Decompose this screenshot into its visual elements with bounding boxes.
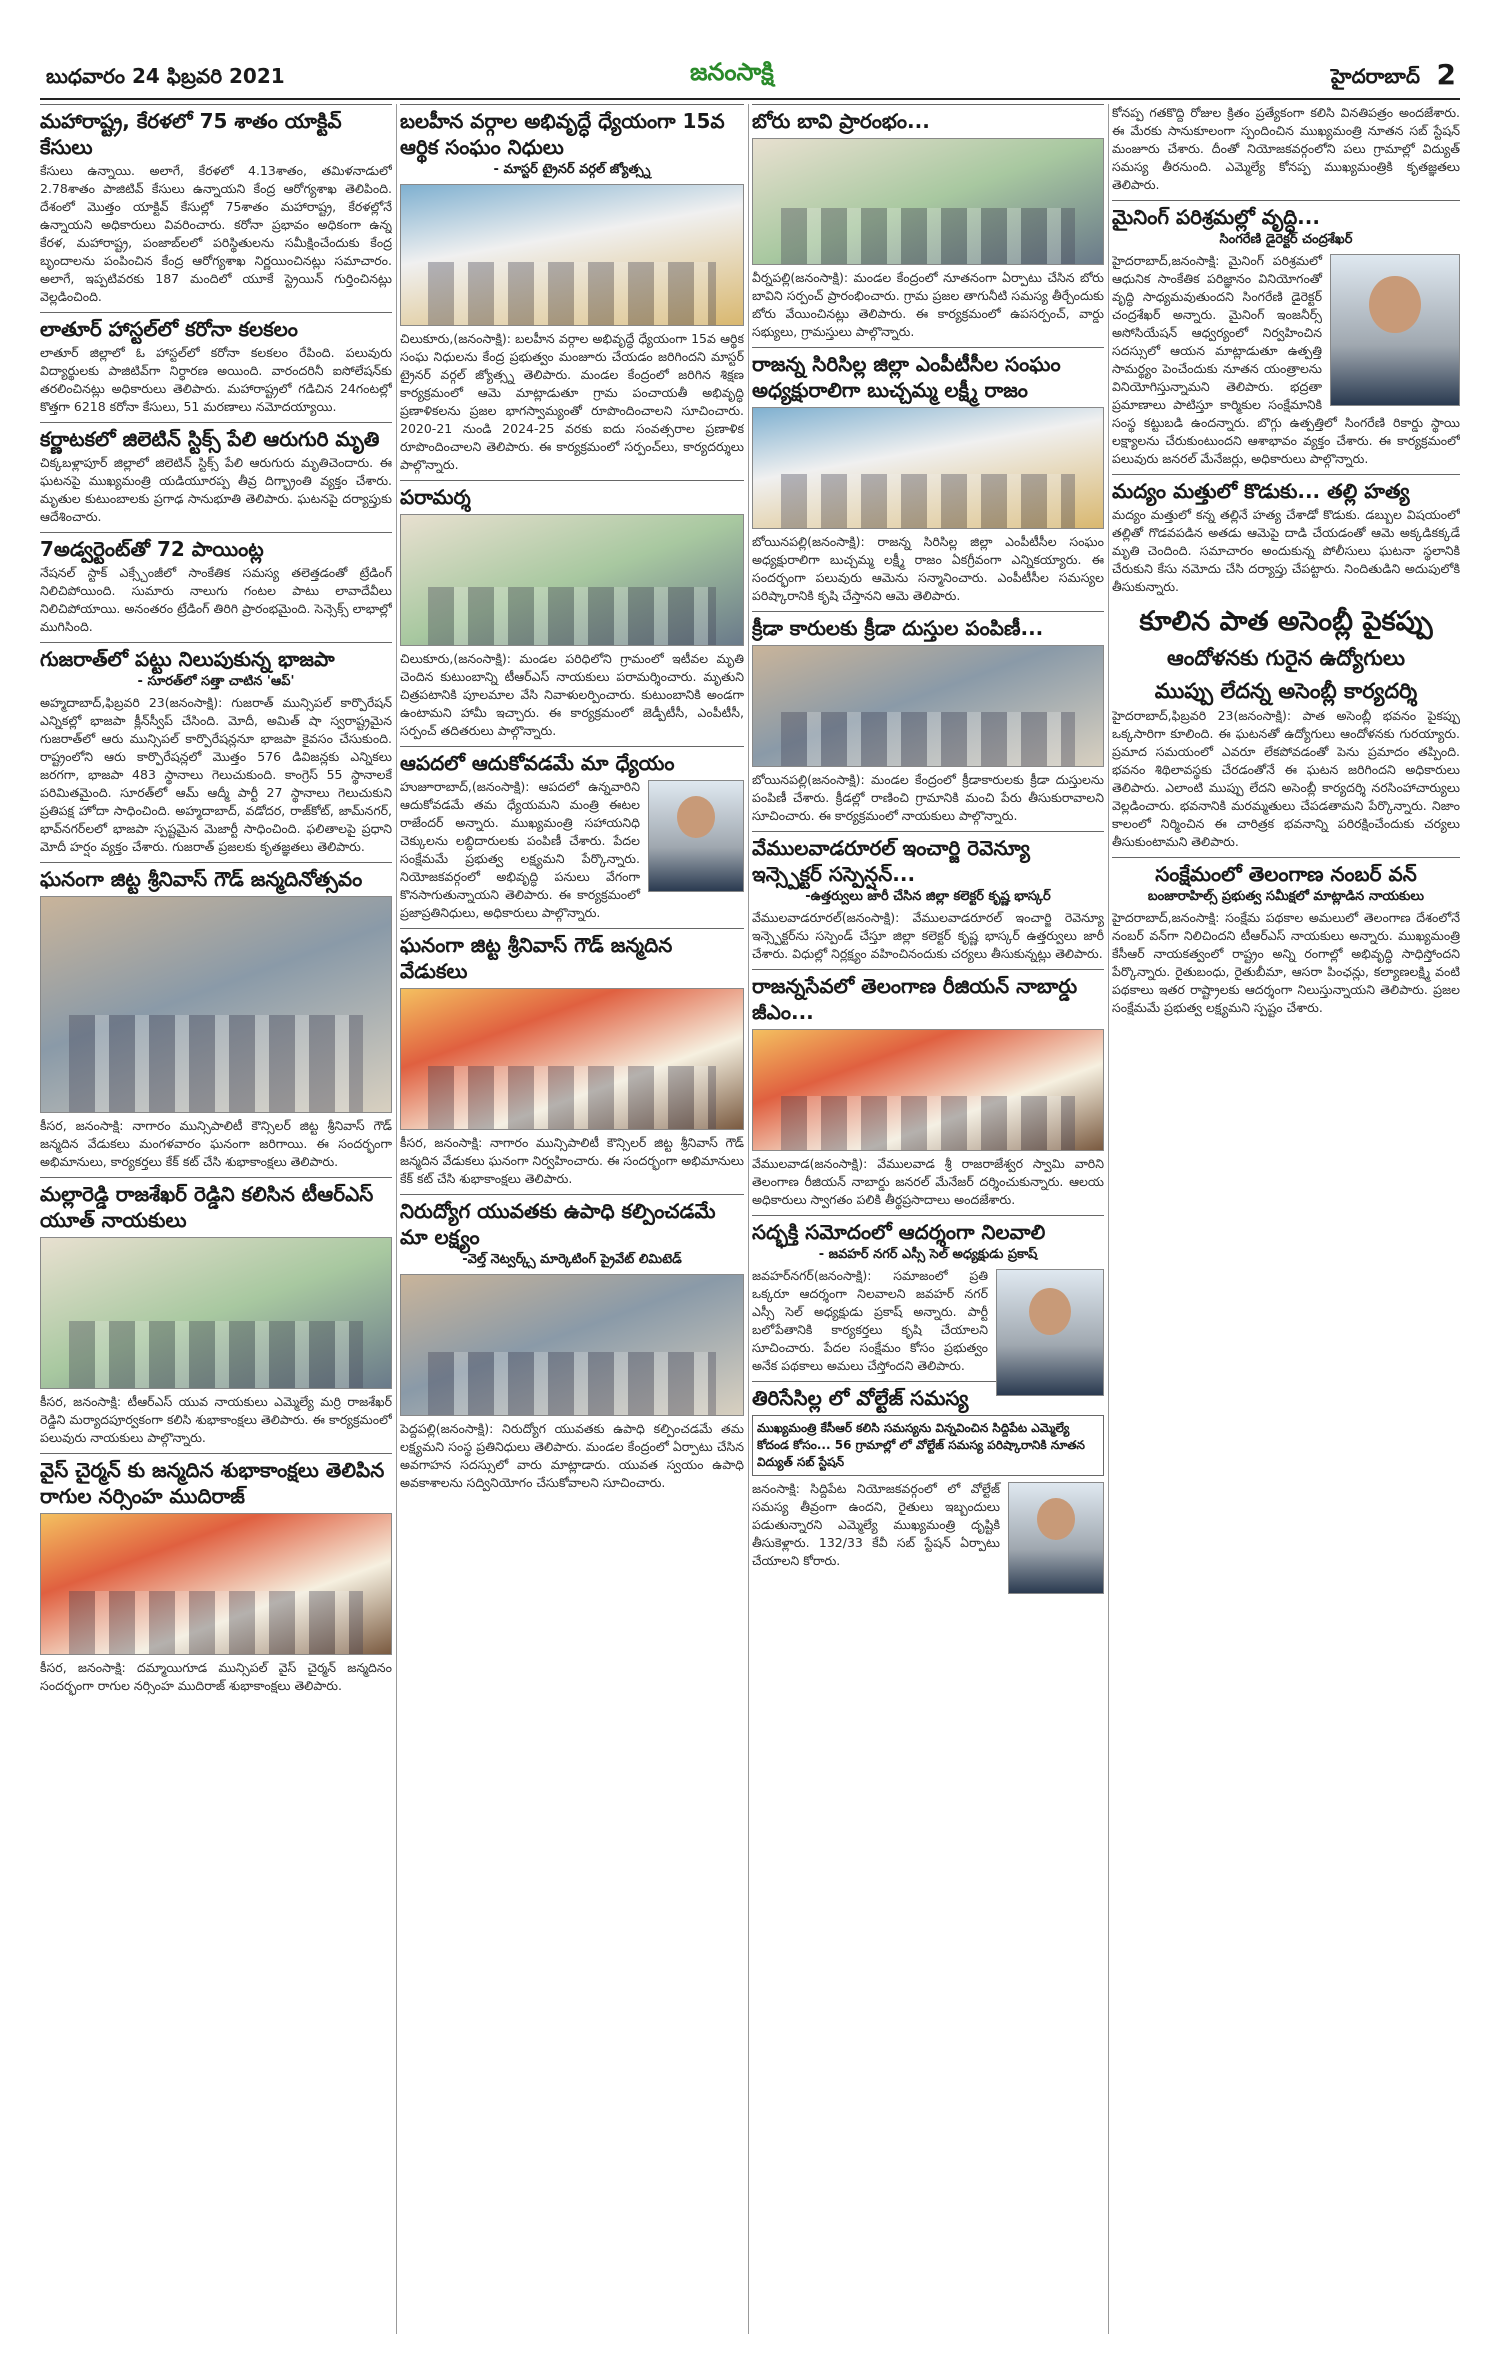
article-headline: మైనింగ్‌ పరిశ్రమల్లో వృద్ధి... [1112, 200, 1460, 230]
article [1112, 104, 1460, 194]
article-body: చిక్కబళ్లాపూర్‌ జిల్లాలో జిలెటిన్‌ స్టిక్స్‌ పేలి ఆరుగురు మృతిచెందారు. ఈ ఘటనపై ముఖ్యమంత్రి యడియూరప్ప తీవ్ర దిగ్భ్రాంతి వ్యక్తం చేశారు. మృతుల కుటుంబాలకు ప్రగాఢ సానుభూతి తెలిపారు. ఘటనపై దర్యాప్తుకు ఆదేశించారు. [40, 455, 392, 524]
article-headline: మద్యం మత్తులో కొడుకు... తల్లి హత్య [1112, 474, 1460, 504]
article-headline: ఘనంగా జిట్ట శ్రీనివాస్‌ గౌడ్‌ జన్మదిన వేడుకలు [400, 928, 744, 984]
article-byline: - సూరత్‌లో సత్తా చాటిన 'ఆప్‌' [137, 674, 295, 689]
article [752, 611, 1104, 825]
article-body: వేములవాడ(జనంసాక్షి): వేములవాడ శ్రీ రాజరాజేశ్వర స్వామి వారిని తెలంగాణ రీజియన్‌ నాబార్డు జనరల్‌ మేనేజర్‌ దర్శించుకున్నారు. ఆలయ అధికారులు స్వాగతం పలికి తీర్థప్రసాదాలు అందజేశారు. [752, 1156, 1104, 1207]
news-photo [40, 896, 392, 1113]
article-headline: వేములవాడరూరల్‌ ఇంచార్జి రెవెన్యూ ఇన్స్పెక్టర్‌ సస్పెన్షన్‌... [752, 831, 1104, 887]
article-body: హైదరాబాద్‌,ఫిబ్రవరి 23(జనంసాక్షి): పాత అసెంబ్లీ భవనం పైకప్పు ఒక్కసారిగా కూలింది. ఈ ఘటనతో ఉద్యోగులు ఆందోళనకు గురయ్యారు. ప్రమాద సమయంలో ఎవరూ లేకపోవడంతో పెను ప్రమాదం తప్పింది. భవనం శిథిలావస్థకు చేరడంతోనే ఈ ఘటన జరిగిందని అధికారులు తెలిపారు. ఎలాంటి ముప్పు లేదని అసెంబ్లీ కార్యదర్శి నరసింహాచార్యులు వెల్లడించారు. భవనానికి మరమ్మతులు చేపడతామని పేర్కొన్నారు. నిజాం కాలంలో నిర్మించిన ఈ చారిత్రక భవనాన్ని పరిరక్షించేందుకు చర్యలు తీసుకుంటామని తెలిపారు. [1112, 708, 1460, 849]
article-body: జవహర్‌నగర్‌(జనంసాక్షి): సమాజంలో ప్రతి ఒక్కరూ ఆదర్శంగా నిలవాలని జవహర్‌ నగర్‌ ఎస్సీ సెల్‌ అధ్యక్షుడు ప్రకాష్‌ అన్నారు. పార్టీ బలోపేతానికి కార్యకర్తలు కృషి చేయాలని సూచించారు. పేదల సంక్షేమం కోసం ప్రభుత్వం అనేక పథకాలు అమలు చేస్తోందని తెలిపారు. [752, 1268, 988, 1373]
news-photo [752, 1029, 1104, 1151]
article-headline: క్రీడా కారులకు క్రీడా దుస్తుల పంపిణీ... [752, 611, 1104, 641]
news-photo [40, 1237, 392, 1389]
article-headline: 7అడ్వర్టెంట్‌తో 72 పాయింట్ల [40, 532, 392, 562]
article [40, 312, 392, 416]
article-body: బోయినపల్లి(జనంసాక్షి): మండల కేంద్రంలో క్రీడాకారులకు క్రీడా దుస్తులను పంపిణీ చేశారు. క్రీడల్లో రాణించి గ్రామానికి మంచి పేరు తీసుకురావాలని సూచించారు. ఈ కార్యక్రమంలో నాయకులు పాల్గొన్నారు. [752, 772, 1104, 823]
article-body: కీసర, జనంసాక్షి: దమ్మాయిగూడ మున్సిపల్‌ వైస్‌ చైర్మన్‌ జన్మదినం సందర్భంగా రాగుల నర్సింహ ముదిరాజ్‌ శుభాకాంక్షలు తెలిపారు. [40, 1660, 392, 1693]
article-body: కీసర, జనంసాక్షి: నాగారం మున్సిపాలిటీ కౌన్సిలర్‌ జిట్ట శ్రీనివాస్‌ గౌడ్‌ జన్మదిన వేడుకలు మంగళవారం ఘనంగా జరిగాయి. ఈ సందర్భంగా అభిమానులు, కార్యకర్తలు కేక్‌ కట్‌ చేసి శుభాకాంక్షలు తెలిపారు. [40, 1118, 392, 1169]
article-headline: వైస్‌ చైర్మన్‌ కు జన్మదిన శుభాకాంక్షలు తెలిపిన రాగుల నర్సింహ ముదిరాజ్‌ [40, 1453, 392, 1509]
article-body: కోనప్ప గతకొద్ది రోజుల క్రితం ప్రత్యేకంగా కలిసి వినతిపత్రం అందజేశారు. ఈ మేరకు సానుకూలంగా స్పందించిన ముఖ్యమంత్రి నూతన సబ్‌ స్టేషన్‌ మంజూరు చేశారు. దీంతో నియోజకవర్గంలోని పలు గ్రామాల్లో విద్యుత్‌ సమస్య తీరనుంది. ఎమ్మెల్యే కోనప్ప ముఖ్యమంత్రికి కృతజ్ఞతలు తెలిపారు. [1112, 105, 1460, 192]
article-body: హైదరాబాద్‌,జనంసాక్షి: మైనింగ్‌ పరిశ్రమలో ఆధునిక సాంకేతిక పరిజ్ఞానం వినియోగంతో వృద్ధి సాధ్యమవుతుందని సింగరేణి డైరెక్టర్‌ చంద్రశేఖర్‌ అన్నారు. మైనింగ్‌ ఇంజనీర్స్‌ అసోసియేషన్‌ ఆధ్వర్యంలో నిర్వహించిన సదస్సులో ఆయన మాట్లాడుతూ ఉత్పత్తి సామర్థ్యం పెంచేందుకు నూతన యంత్రాలను వినియోగిస్తున్నామని తెలిపారు. భద్రతా ప్రమాణాలు పాటిస్తూ కార్మికుల సంక్షేమానికి సంస్థ కట్టుబడి ఉందన్నారు. బొగ్గు ఉత్పత్తిలో సింగరేణి రికార్డు స్థాయి లక్ష్యాలను చేరుకుంటుందని ఆశాభావం వ్యక్తం చేశారు. ఈ కార్యక్రమంలో పలువురు జనరల్‌ మేనేజర్లు, అధికారులు పాల్గొన్నారు. [1112, 253, 1460, 466]
article-body: కీసర, జనంసాక్షి: నాగారం మున్సిపాలిటీ కౌన్సిలర్‌ జిట్ట శ్రీనివాస్‌ గౌడ్‌ జన్మదిన వేడుకలు ఘనంగా నిర్వహించారు. ఈ సందర్భంగా అభిమానులు కేక్‌ కట్‌ చేసి శుభాకాంక్షలు తెలిపారు. [400, 1135, 744, 1186]
article-headline: గుజరాత్‌లో పట్టు నిలుపుకున్న భాజపా [40, 642, 392, 672]
news-photo [752, 645, 1104, 767]
article-byline: - మాస్టర్‌ ట్రైనర్‌ వర్గల్‌ జ్యోత్స్న [493, 162, 651, 177]
article-byline: బంజారాహిల్స్‌ ప్రభుత్వ సమీక్షలో మాట్లాడిన నాయకులు [1147, 889, 1425, 904]
article-headline: బలహీన వర్గాల అభివృద్ధే ధ్యేయంగా 15వ ఆర్థిక సంఘం నిధులు [400, 104, 744, 160]
column-2 [400, 104, 744, 2344]
article-highlight-box: ముఖ్యమంత్రి కేసీఆర్‌ కలిసి సమస్యను విన్నవించిన సిద్దిపేట ఎమ్మెల్యే కోదండ కోసం... 56 గ్రామాల్లో లో వోల్టేజ్‌ సమస్య పరిష్కారానికి నూతన విద్యుత్‌ సబ్‌ స్టేషన్‌ [752, 1415, 1104, 1476]
article [40, 1177, 392, 1447]
article [40, 104, 392, 306]
article-headline: నిరుద్యోగ యువతకు ఉపాధి కల్పించడమే మా లక్ష్యం [400, 1194, 744, 1250]
article-byline: - జవహర్‌ నగర్‌ ఎస్సీ సెల్‌ అధ్యక్షుడు ప్రకాష్‌ [818, 1247, 1038, 1262]
article-headline: కర్ణాటకలో జిలెటిన్‌ స్టిక్స్‌ పేలి ఆరుగురి మృతి [40, 422, 392, 452]
article [752, 1215, 1104, 1375]
article [400, 104, 744, 474]
article [400, 480, 744, 740]
article-body: హైదరాబాద్‌,జనంసాక్షి: సంక్షేమ పథకాల అమలులో తెలంగాణ దేశంలోనే నంబర్‌ వన్‌గా నిలిచిందని టీఆర్‌ఎస్‌ నాయకులు అన్నారు. ముఖ్యమంత్రి కేసీఆర్‌ నాయకత్వంలో రాష్ట్రం అన్ని రంగాల్లో అభివృద్ధి సాధిస్తోందని పేర్కొన్నారు. రైతుబంధు, రైతుబీమా, ఆసరా పింఛన్లు, కల్యాణలక్ష్మి వంటి పథకాలు ఇతర రాష్ట్రాలకు ఆదర్శంగా నిలుస్తున్నాయని తెలిపారు. ప్రజల సంక్షేమమే ప్రభుత్వ లక్ష్యమని స్పష్టం చేశారు. [1112, 910, 1460, 1015]
article [40, 862, 392, 1171]
article-body: పెద్దపల్లి(జనంసాక్షి): నిరుద్యోగ యువతకు ఉపాధి కల్పించడమే తమ లక్ష్యమని సంస్థ ప్రతినిధులు తెలిపారు. మండల కేంద్రంలో ఏర్పాటు చేసిన అవగాహన సదస్సులో వారు మాట్లాడారు. యువత స్వయం ఉపాధి అవకాశాలను సద్వినియోగం చేసుకోవాలని సూచించారు. [400, 1421, 744, 1490]
article-body: కీసర, జనంసాక్షి: టీఆర్‌ఎస్‌ యువ నాయకులు ఎమ్మెల్యే మర్రి రాజశేఖర్‌ రెడ్డిని మర్యాదపూర్వకంగా కలిసి శుభాకాంక్షలు తెలిపారు. ఈ కార్యక్రమంలో పలువురు నాయకులు పాల్గొన్నారు. [40, 1394, 392, 1445]
article-body: చిలుకూరు,(జనంసాక్షి): బలహీన వర్గాల అభివృద్ధే ధ్యేయంగా 15వ ఆర్థిక సంఘ నిధులను కేంద్ర ప్రభుత్వం మంజూరు చేయడం జరిగిందని మాస్టర్‌ ట్రైనర్‌ వర్గల్‌ జ్యోత్స్న తెలిపారు. మండల కేంద్రంలో జరిగిన శిక్షణ కార్యక్రమంలో ఆమె మాట్లాడుతూ గ్రామ పంచాయతీ అభివృద్ధి ప్రణాళికలను ప్రజల భాగస్వామ్యంతో రూపొందించాలని సూచించారు. 2020-21 నుండి 2024-25 వరకు ఐదు సంవత్సరాల ప్రణాళిక రూపొందించాలని తెలిపారు. ఈ కార్యక్రమంలో సర్పంచ్‌లు, కార్యదర్శులు పాల్గొన్నారు. [400, 331, 744, 472]
article-headline: లాతూర్‌ హాస్టల్‌లో కరోనా కలకలం [40, 312, 392, 342]
page-number: 2 [1436, 58, 1456, 91]
article-headline: తిరిసేసిల్ల లో వోల్టేజ్‌ సమస్య [752, 1381, 1104, 1411]
article [1112, 474, 1460, 596]
news-photo [400, 988, 744, 1130]
news-photo [400, 184, 744, 326]
article-body: లాతూర్‌ జిల్లాలో ఓ హాస్టల్‌లో కరోనా కలకలం రేపింది. పలువురు విద్యార్థులకు పాజిటివ్‌గా నిర్ధారణ అయింది. వారందరినీ ఐసోలేషన్‌కు తరలించినట్లు అధికారులు తెలిపారు. మహారాష్ట్రలో గడిచిన 24గంటల్లో కొత్తగా 6218 కరోనా కేసులు, 51 మరణాలు నమోదయ్యాయి. [40, 345, 392, 414]
article [40, 642, 392, 856]
masthead [40, 58, 1460, 100]
article [400, 1194, 744, 1492]
news-photo [400, 514, 744, 646]
article [752, 347, 1104, 605]
article [40, 532, 392, 636]
article-body: జనంసాక్షి: సిద్దిపేట నియోజకవర్గంలో లో వోల్టేజ్‌ సమస్య తీవ్రంగా ఉందని, రైతులు ఇబ్బందులు పడుతున్నారని ఎమ్మెల్యే ముఖ్యమంత్రి దృష్టికి తీసుకెళ్లారు. 132/33 కేవీ సబ్‌ స్టేషన్‌ ఏర్పాటు చేయాలని కోరారు. [752, 1481, 1000, 1568]
article-body: నేషనల్‌ స్టాక్‌ ఎక్స్చేంజీలో సాంకేతిక సమస్య తలెత్తడంతో ట్రేడింగ్‌ నిలిచిపోయింది. సుమారు నాలుగు గంటల పాటు లావాదేవీలు నిలిచిపోయాయి. అనంతరం ట్రేడింగ్‌ తిరిగి ప్రారంభమైంది. సెన్సెక్స్‌ లాభాల్లో ముగిసింది. [40, 565, 392, 634]
article-headline: రాజన్నసేవలో తెలంగాణ రీజియన్‌ నాబార్డు జీఎం... [752, 969, 1104, 1025]
column-divider [396, 104, 397, 2334]
newspaper-logo: జనంసాక్షి [690, 58, 774, 86]
article-headline: మహారాష్ట్ర, కేరళలో 75 శాతం యాక్టివ్‌ కేసులు [40, 104, 392, 160]
article-body: వీర్నపల్లి(జనంసాక్షి): మండల కేంద్రంలో నూతనంగా ఏర్పాటు చేసిన బోరు బావిని సర్పంచ్‌ ప్రారంభించారు. గ్రామ ప్రజల తాగునీటి సమస్య తీర్చేందుకు బోరు వేయించినట్లు తెలిపారు. ఈ కార్యక్రమంలో ఉపసర్పంచ్‌, వార్డు సభ్యులు, గ్రామస్తులు పాల్గొన్నారు. [752, 270, 1104, 339]
portrait-photo [996, 1269, 1104, 1396]
article-headline: ఆపదలో ఆదుకోవడమే మా ధ్యేయం [400, 746, 744, 776]
article-headline: కూలిన పాత అసెంబ్లీ పైకప్పు [1139, 606, 1433, 637]
article [1112, 200, 1460, 468]
article-body: బోయినపల్లి(జనంసాక్షి): రాజన్న సిరిసిల్ల జిల్లా ఎంపీటీసీల సంఘం అధ్యక్షురాలిగా బుచ్చమ్మ లక్ష్మీ రాజం ఏకగ్రీవంగా ఎన్నికయ్యారు. ఈ సందర్భంగా పలువురు ఆమెను సన్మానించారు. ఎంపీటీసీల సమస్యల పరిష్కారానికి కృషి చేస్తానని ఆమె తెలిపారు. [752, 534, 1104, 603]
article [1112, 602, 1460, 851]
article [400, 928, 744, 1188]
article-headline: రాజన్న సిరిసిల్ల జిల్లా ఎంపీటీసీల సంఘం అధ్యక్షురాలిగా బుచ్చమ్మ లక్ష్మీ రాజం [752, 347, 1104, 403]
article-body: వేములవాడరూరల్‌(జనంసాక్షి): వేములవాడరూరల్‌ ఇంచార్జి రెవెన్యూ ఇన్స్పెక్టర్‌ను సస్పెండ్‌ చేస్తూ జిల్లా కలెక్టర్‌ కృష్ణ భాస్కర్‌ ఉత్తర్వులు జారీ చేశారు. విధుల్లో నిర్లక్ష్యం వహించినందుకు చర్యలు తీసుకున్నట్లు తెలిపారు. [752, 910, 1104, 961]
column-3 [752, 104, 1104, 2344]
article-byline: -వెల్త్‌ నెట్వర్క్స్‌ మార్కెటింగ్‌ ప్రైవేట్‌ లిమిటెడ్‌ [462, 1252, 682, 1267]
article-subheadline: ముప్పు లేదన్న అసెంబ్లీ కార్యదర్శి [1154, 679, 1418, 703]
article-body: హుజూరాబాద్‌,(జనంసాక్షి): ఆపదలో ఉన్నవారిని ఆదుకోవడమే తమ ధ్యేయమని మంత్రి ఈటల రాజేందర్‌ అన్నారు. ముఖ్యమంత్రి సహాయనిధి చెక్కులను లబ్ధిదారులకు పంపిణీ చేశారు. పేదల సంక్షేమమే ప్రభుత్వ లక్ష్యమని పేర్కొన్నారు. నియోజకవర్గంలో అభివృద్ధి పనులు వేగంగా కొనసాగుతున్నాయని తెలిపారు. ఈ కార్యక్రమంలో ప్రజాప్రతినిధులు, అధికారులు పాల్గొన్నారు. [400, 779, 640, 920]
article-body: అహ్మదాబాద్‌,ఫిబ్రవరి 23(జనంసాక్షి): గుజరాత్‌ మున్సిపల్‌ కార్పొరేషన్‌ ఎన్నికల్లో భాజపా క్లీన్‌స్వీప్‌ చేసింది. మోదీ, అమిత్‌ షా స్వరాష్ట్రమైన గుజరాత్‌లో ఆరు మున్సిపల్‌ కార్పొరేషన్లనూ భాజపా కైవసం చేసుకుంది. రాష్ట్రంలోని ఆరు కార్పొరేషన్లలో మొత్తం 576 డివిజన్లకు ఎన్నికలు జరగగా, భాజపా 483 స్థానాలు గెలుచుకుంది. కాంగ్రెస్‌ 55 స్థానాలకే పరిమితమైంది. సూరత్‌లో ఆమ్‌ ఆద్మీ పార్టీ 27 స్థానాలు గెలుచుకుని ప్రతిపక్ష హోదా సాధించింది. అహ్మదాబాద్‌, వడోదర, రాజ్‌కోట్‌, జామ్‌నగర్‌, భావ్‌నగర్‌లలో భాజపా స్పష్టమైన మెజార్టీ సాధించింది. ఫలితాలపై ప్రధాని మోదీ హర్షం వ్యక్తం చేశారు. గుజరాత్‌ ప్రజలకు కృతజ్ఞతలు తెలిపారు. [40, 695, 392, 854]
article-headline: సద్భక్తి సమోదంలో ఆదర్శంగా నిలవాలి [752, 1215, 1104, 1245]
article [752, 104, 1104, 341]
article-body: కేసులు ఉన్నాయి. అలాగే, కేరళలో 4.13శాతం, తమిళనాడులో 2.78శాతం పాజిటివ్‌ కేసులు ఉన్నాయని కేంద్ర ఆరోగ్యశాఖ తెలిపింది. దేశంలో మొత్తం యాక్టివ్‌ కేసుల్లో 75శాతం మహారాష్ట్ర, కేరళల్లోనే ఉన్నాయని అధికారులు వివరించారు. కరోనా ప్రభావం అధికంగా ఉన్న కేరళ, మహారాష్ట్ర, పంజాబ్‌లలో పరిస్థితులను సమీక్షించేందుకు కేంద్ర బృందాలను పంపించిన కేంద్ర ఆరోగ్యశాఖ నిర్ణయించినట్లు సమాచారం. అలాగే, ఇప్పటివరకు 187 మందిలో యూకే స్ట్రెయిన్‌ గుర్తించినట్లు వెల్లడించింది. [40, 163, 392, 304]
issue-date: బుధవారం 24 ఫిబ్రవరి 2021 [46, 64, 285, 88]
article-byline: సింగరేణి డైరెక్టర్‌ చంద్రశేఖర్‌ [1219, 232, 1353, 247]
news-photo [40, 1513, 392, 1655]
article-headline: ఘనంగా జిట్ట శ్రీనివాస్‌ గౌడ్‌ జన్మదినోత్సవం [40, 862, 392, 892]
article-body: మద్యం మత్తులో కన్న తల్లినే హత్య చేశాడో కొడుకు. డబ్బుల విషయంలో తల్లితో గొడవపడిన అతడు ఆమెపై దాడి చేయడంతో ఆమె అక్కడికక్కడే మృతి చెందింది. సమాచారం అందుకున్న పోలీసులు ఘటనా స్థలానికి చేరుకుని కేసు నమోదు చేసి దర్యాప్తు చేపట్టారు. నిందితుడిని అదుపులోకి తీసుకున్నారు. [1112, 507, 1460, 594]
article [40, 422, 392, 526]
column-divider [1108, 104, 1109, 2334]
article-byline: -ఉత్తర్వులు జారీ చేసిన జిల్లా కలెక్టర్‌ కృష్ణ భాస్కర్‌ [805, 889, 1051, 904]
article-body: చిలుకూరు,(జనంసాక్షి): మండల పరిధిలోని గ్రామంలో ఇటీవల మృతి చెందిన కుటుంబాన్ని టీఆర్‌ఎస్‌ నాయకులు పరామర్శించారు. మృతుని చిత్రపటానికి పూలమాల వేసి నివాళులర్పించారు. కుటుంబానికి అండగా ఉంటామని హామీ ఇచ్చారు. ఈ కార్యక్రమంలో జెడ్పీటీసీ, ఎంపీటీసీ, సర్పంచ్‌ తదితరులు పాల్గొన్నారు. [400, 651, 744, 738]
portrait-photo [648, 780, 744, 892]
article-headline: పరామర్శ [400, 480, 744, 510]
article [752, 831, 1104, 963]
article [40, 1453, 392, 1695]
news-photo [400, 1274, 744, 1416]
article [752, 1381, 1104, 1570]
article [752, 969, 1104, 1209]
news-photo [752, 138, 1104, 265]
column-divider [748, 104, 749, 2334]
portrait-photo [1330, 254, 1460, 406]
article-headline: సంక్షేమంలో తెలంగాణ నంబర్‌ వన్‌ [1112, 857, 1460, 887]
article-headline: మల్లారెడ్డి రాజశేఖర్‌ రెడ్డిని కలిసిన టీఆర్‌ఎస్‌ యూత్‌ నాయకులు [40, 1177, 392, 1233]
article [1112, 857, 1460, 1017]
news-photo [752, 407, 1104, 529]
edition-city: హైదరాబాద్ [1330, 64, 1420, 88]
column-4 [1112, 104, 1460, 2344]
article [400, 746, 744, 922]
article-subheadline: ఆందోళనకు గురైన ఉద్యోగులు [1166, 646, 1406, 670]
column-1 [40, 104, 392, 2344]
article-headline: బోరు బావి ప్రారంభం... [752, 104, 1104, 134]
portrait-photo [1008, 1482, 1104, 1594]
